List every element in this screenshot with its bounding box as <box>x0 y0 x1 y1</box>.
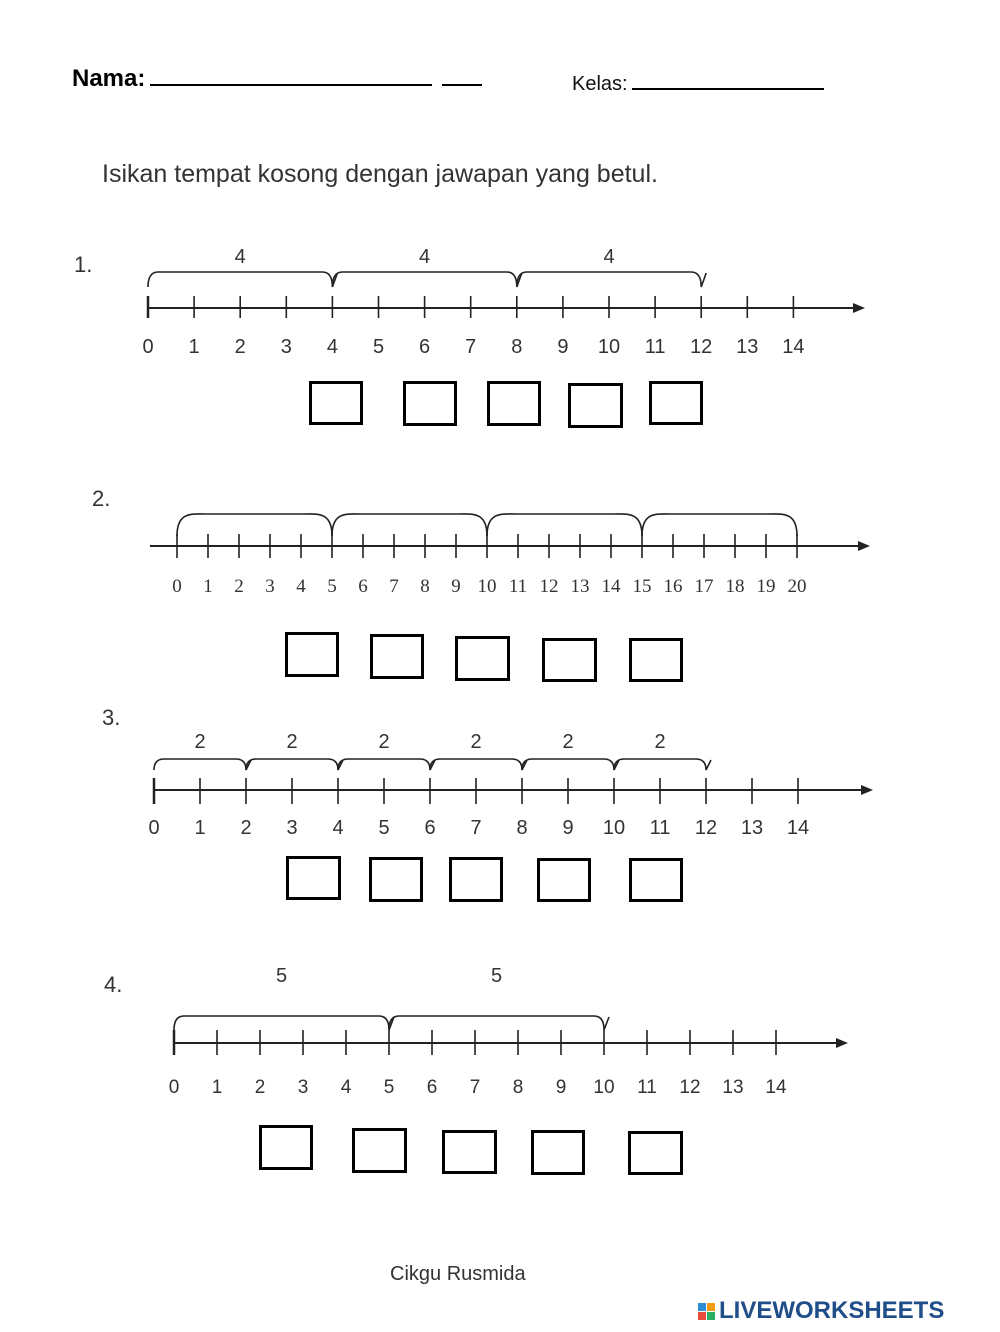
name-field-row <box>72 62 482 93</box>
jump-arc <box>487 514 642 536</box>
tick-label: 4 <box>332 817 344 839</box>
tick-label: 17 <box>694 576 714 597</box>
question-1-number: 1. <box>74 252 93 277</box>
jump-arc <box>522 759 619 770</box>
tick-label: 5 <box>383 1077 395 1098</box>
q4-answer-box-2[interactable] <box>352 1128 407 1173</box>
q1-answer-box-1[interactable] <box>309 381 363 425</box>
q4-answer-box-4[interactable] <box>531 1130 585 1175</box>
question-1-number-line <box>0 230 1000 370</box>
kelas-label: Kelas: <box>572 73 628 95</box>
question-4-number: 4. <box>104 972 123 997</box>
tick-label: 3 <box>297 1077 309 1098</box>
tick-label: 3 <box>265 576 275 597</box>
jump-label: 2 <box>194 731 206 753</box>
tick-label: 1 <box>203 576 213 597</box>
tick-label: 19 <box>756 576 776 597</box>
jump-label: 2 <box>470 731 482 753</box>
arrow-head-icon <box>853 303 865 313</box>
tick-label: 2 <box>240 817 252 839</box>
tick-label: 13 <box>570 576 590 597</box>
tick-label: 6 <box>426 1077 438 1098</box>
q2-answer-box-2[interactable] <box>370 634 424 679</box>
jump-label: 4 <box>603 246 615 268</box>
q3-answer-box-1[interactable] <box>286 856 341 900</box>
jump-arc <box>174 1016 394 1030</box>
instruction-text: Isikan tempat kosong dengan jawapan yang betul. <box>102 160 658 188</box>
tick-label: 0 <box>148 817 160 839</box>
jump-arc <box>389 1016 609 1030</box>
jump-label: 2 <box>286 731 298 753</box>
liveworksheets-logo-icon <box>698 1303 715 1320</box>
tick-label: 10 <box>477 576 497 597</box>
tick-label: 5 <box>372 336 385 358</box>
tick-label: 8 <box>420 576 430 597</box>
tick-label: 7 <box>469 1077 481 1098</box>
tick-label: 16 <box>663 576 683 597</box>
q1-answer-box-3[interactable] <box>487 381 541 426</box>
q3-answer-box-2[interactable] <box>369 857 423 902</box>
tick-label: 11 <box>644 336 666 358</box>
tick-label: 1 <box>188 336 200 358</box>
tick-label: 8 <box>512 1077 524 1098</box>
tick-label: 4 <box>326 336 338 358</box>
tick-label: 7 <box>465 336 477 358</box>
tick-label: 8 <box>516 817 528 839</box>
q3-answer-box-5[interactable] <box>629 858 683 902</box>
tick-label: 14 <box>782 336 805 358</box>
tick-label: 5 <box>378 817 390 839</box>
author-footer: Cikgu Rusmida <box>390 1263 526 1285</box>
tick-label: 4 <box>296 576 306 597</box>
q2-answer-box-4[interactable] <box>542 638 597 682</box>
question-3-number-line <box>0 715 1000 850</box>
q4-answer-box-1[interactable] <box>259 1125 313 1170</box>
q2-answer-box-1[interactable] <box>285 632 339 677</box>
tick-label: 12 <box>694 817 718 839</box>
tick-label: 4 <box>340 1077 352 1098</box>
tick-label: 13 <box>740 817 764 839</box>
tick-label: 14 <box>601 576 621 597</box>
liveworksheets-brand-text: LIVEWORKSHEETS <box>719 1297 945 1324</box>
tick-label: 10 <box>597 336 621 358</box>
class-blank-line[interactable] <box>632 66 824 90</box>
tick-label: 6 <box>419 336 431 358</box>
tick-label: 8 <box>511 336 523 358</box>
q4-answer-box-3[interactable] <box>442 1130 497 1174</box>
jump-arc <box>177 514 332 536</box>
jump-label: 2 <box>562 731 574 753</box>
arrow-head-icon <box>861 785 873 795</box>
q3-answer-box-4[interactable] <box>537 858 591 902</box>
arrow-head-icon <box>858 541 870 551</box>
liveworksheets-logo[interactable] <box>698 1297 944 1325</box>
tick-label: 11 <box>637 1077 657 1098</box>
class-field-row <box>572 66 824 96</box>
tick-label: 5 <box>327 576 337 597</box>
tick-label: 6 <box>358 576 368 597</box>
q3-answer-box-3[interactable] <box>449 857 503 902</box>
nama-label: Nama: <box>72 65 146 92</box>
jump-arc <box>246 759 343 770</box>
jump-arc <box>614 759 711 770</box>
jump-arc <box>332 514 487 536</box>
tick-label: 20 <box>787 576 807 597</box>
q1-answer-box-4[interactable] <box>568 383 623 428</box>
tick-label: 9 <box>555 1077 567 1098</box>
tick-label: 10 <box>593 1077 615 1098</box>
question-3-number: 3. <box>102 705 121 730</box>
tick-label: 13 <box>722 1077 744 1098</box>
tick-label: 12 <box>690 336 713 358</box>
jump-arc <box>148 272 337 287</box>
jump-label: 4 <box>234 246 246 268</box>
q1-answer-box-5[interactable] <box>649 381 703 425</box>
jump-arc <box>642 514 797 536</box>
q4-answer-box-5[interactable] <box>628 1131 683 1175</box>
name-blank-line[interactable] <box>150 62 432 86</box>
jump-label: 5 <box>275 965 288 987</box>
jump-label: 5 <box>490 965 503 987</box>
tick-label: 15 <box>632 576 652 597</box>
tick-label: 2 <box>234 336 246 358</box>
jump-label: 2 <box>378 731 390 753</box>
jump-label: 4 <box>419 246 431 268</box>
q2-answer-box-5[interactable] <box>629 638 683 682</box>
tick-label: 9 <box>451 576 461 597</box>
tick-label: 12 <box>679 1077 701 1098</box>
tick-label: 3 <box>286 817 298 839</box>
q1-answer-box-2[interactable] <box>403 381 457 426</box>
tick-label: 6 <box>424 817 436 839</box>
question-2-number: 2. <box>92 486 111 511</box>
tick-label: 1 <box>211 1077 223 1098</box>
arrow-head-icon <box>836 1038 848 1048</box>
tick-label: 14 <box>786 817 810 839</box>
tick-label: 18 <box>725 576 745 597</box>
name-blank-line-short[interactable] <box>442 62 482 86</box>
tick-label: 10 <box>602 817 626 839</box>
jump-arc <box>430 759 527 770</box>
tick-label: 9 <box>557 336 569 358</box>
tick-label: 9 <box>562 817 574 839</box>
jump-arc <box>332 272 521 287</box>
tick-label: 2 <box>254 1077 266 1098</box>
tick-label: 7 <box>470 817 482 839</box>
tick-label: 11 <box>649 817 671 839</box>
tick-label: 13 <box>736 336 759 358</box>
jump-label: 2 <box>654 731 666 753</box>
tick-label: 0 <box>168 1077 180 1098</box>
q2-answer-box-3[interactable] <box>455 636 510 681</box>
tick-label: 12 <box>539 576 559 597</box>
tick-label: 1 <box>194 817 206 839</box>
tick-label: 2 <box>234 576 244 597</box>
tick-label: 0 <box>142 336 154 358</box>
jump-arc <box>517 272 706 287</box>
tick-label: 3 <box>280 336 292 358</box>
question-2-number-line <box>0 490 1000 610</box>
tick-label: 7 <box>389 576 399 597</box>
question-4-number-line <box>0 955 1000 1105</box>
tick-label: 11 <box>508 576 528 597</box>
tick-label: 14 <box>765 1077 787 1098</box>
jump-arc <box>338 759 435 770</box>
tick-label: 0 <box>172 576 182 597</box>
jump-arc <box>154 759 251 770</box>
